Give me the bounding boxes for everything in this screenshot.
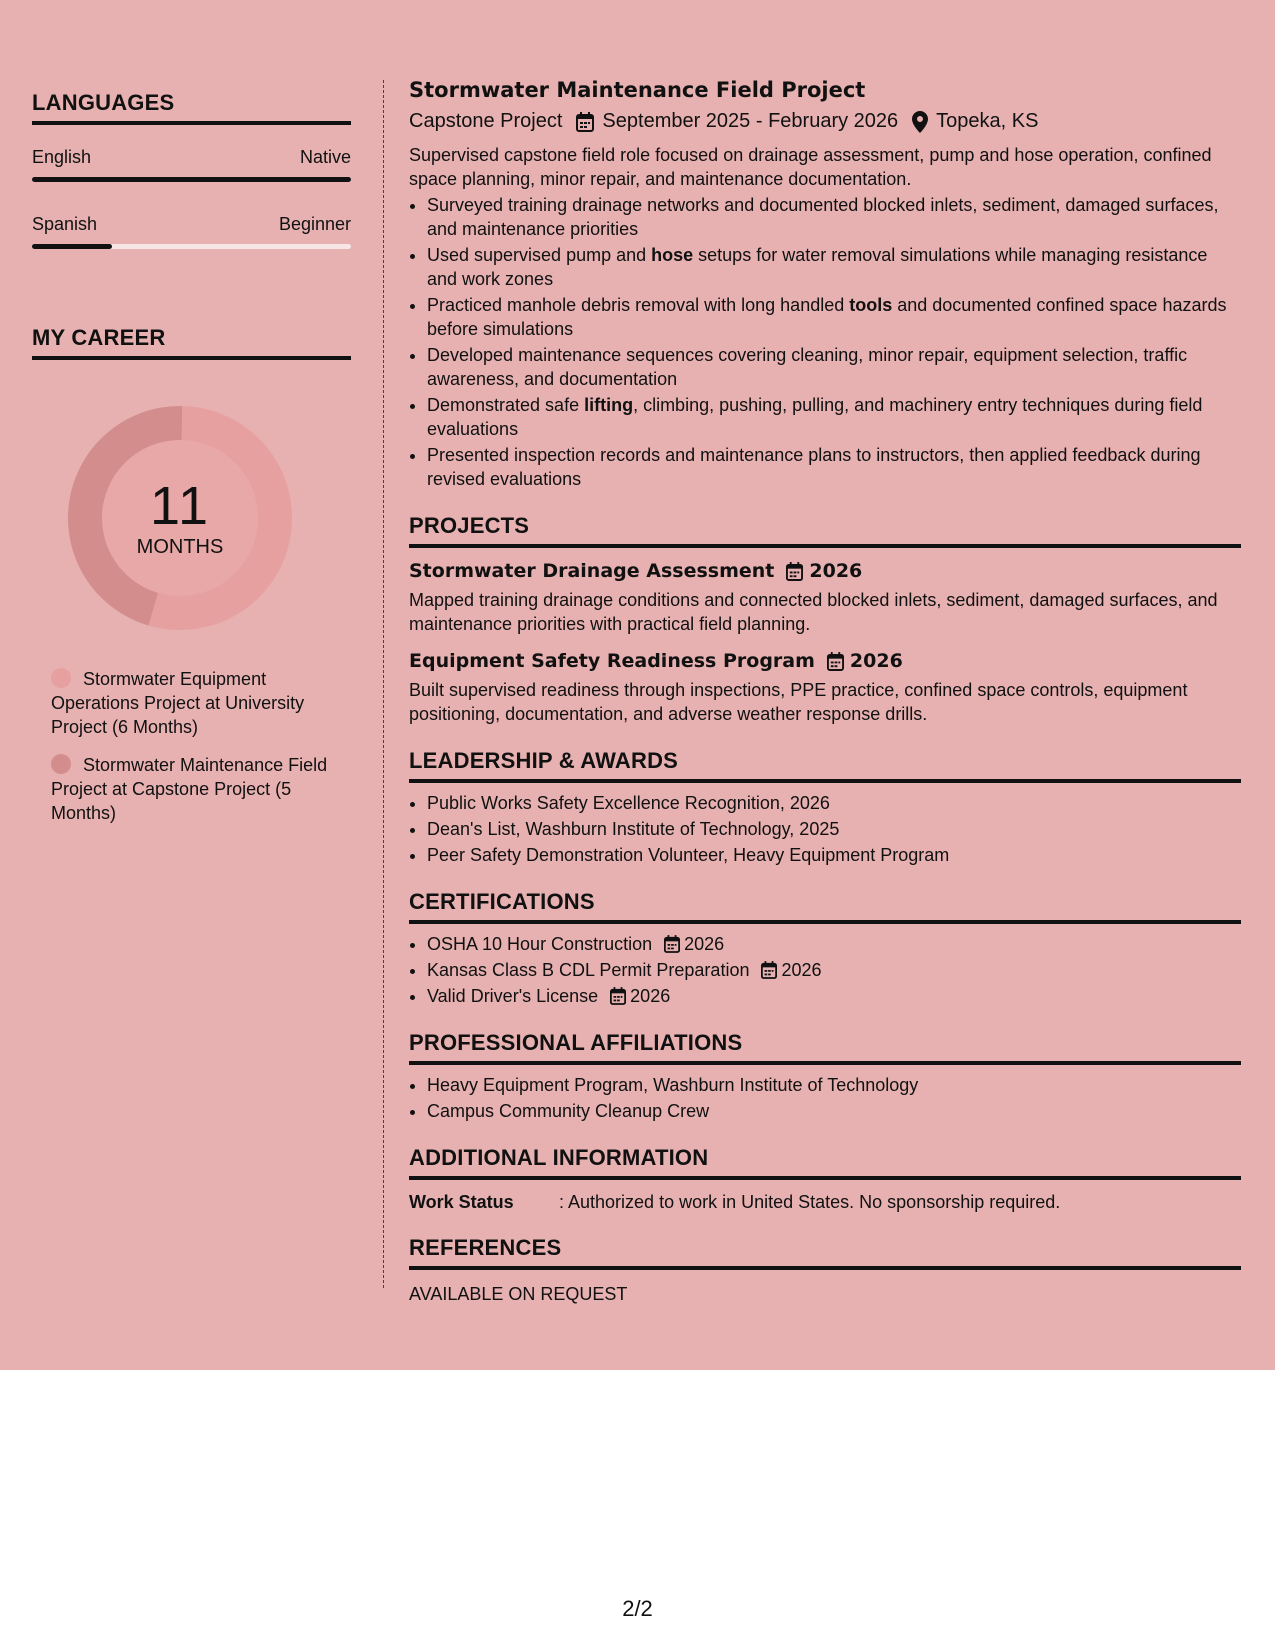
languages-heading: LANGUAGES [32, 90, 351, 125]
career-legend [51, 667, 336, 825]
language-bar [32, 244, 351, 249]
calendar-icon [827, 652, 844, 671]
project-description: Built supervised readiness through inspections, PPE practice, confined space controls, equipment positioning, documentation, and adverse weather response drills. [409, 680, 1188, 724]
award-item: • Peer Safety Demonstration Volunteer, Heavy Equipment Program [427, 843, 1241, 867]
certification-name: • Valid Driver's License [427, 986, 599, 1006]
leadership-section [409, 748, 1241, 867]
language-name: English [32, 147, 92, 167]
references-text: AVAILABLE ON REQUEST [409, 1284, 628, 1304]
job-bullet: • Demonstrated safe lifting, climbing, pushing, pulling, and machinery entry techniques during field evaluations [427, 393, 1241, 441]
job-bullet: • Surveyed training drainage networks and documented blocked inlets, sediment, damaged surfaces, and maintenance priorities [427, 193, 1241, 241]
calendar-icon [610, 987, 626, 1005]
project-header [409, 650, 1241, 672]
career-legend-item [51, 753, 336, 825]
language-level: Native [299, 147, 351, 167]
job-bullet: • Used supervised pump and hose setups for water removal simulations while managing resistance and work zones [427, 243, 1241, 291]
leadership-heading: LEADERSHIP & AWARDS [409, 748, 1241, 783]
location-pin-icon [912, 111, 928, 133]
calendar-icon [761, 961, 777, 979]
additional-key: Work Status [409, 1192, 514, 1212]
job-title: Stormwater Maintenance Field Project [409, 78, 866, 102]
certification-name: • OSHA 10 Hour Construction [427, 934, 653, 954]
column-divider [383, 80, 384, 1288]
language-bar-fill [32, 244, 112, 249]
project-year: 2026 [849, 650, 903, 672]
job-meta [409, 110, 1241, 133]
language-bar-fill [32, 177, 351, 182]
calendar-icon [786, 562, 803, 581]
language-item [32, 147, 351, 182]
certification-item [427, 958, 1241, 982]
projects-heading: PROJECTS [409, 513, 1241, 548]
references-section [409, 1235, 1241, 1305]
certification-year: 2026 [781, 960, 822, 980]
left-column [32, 90, 351, 839]
certification-name: • Kansas Class B CDL Permit Preparation [427, 960, 750, 980]
calendar-icon [664, 935, 680, 953]
additional-section [409, 1145, 1241, 1213]
legend-label: Stormwater Maintenance Field Project at Capstone Project (5 Months) [51, 755, 328, 823]
career-total-value: 11 [149, 475, 211, 536]
job-bullet: • Practiced manhole debris removal with long handled tools and documented confined space hazards before simulations [427, 293, 1241, 341]
project-year: 2026 [809, 560, 863, 582]
affiliations-heading: PROFESSIONAL AFFILIATIONS [409, 1030, 1241, 1065]
certification-item [427, 984, 1241, 1008]
projects-section [409, 513, 1241, 726]
additional-heading: ADDITIONAL INFORMATION [409, 1145, 1241, 1180]
legend-label: Stormwater Equipment Operations Project at University Project (6 Months) [51, 669, 305, 737]
language-item [32, 214, 351, 249]
job-bullet: • Developed maintenance sequences covering cleaning, minor repair, equipment selection, traffic awareness, and documentation [427, 343, 1241, 391]
career-donut-chart [65, 403, 295, 633]
certification-year: 2026 [630, 986, 671, 1006]
language-level: Beginner [278, 214, 351, 234]
job-bullet: • Presented inspection records and maintenance plans to instructors, then applied feedback during revised evaluations [427, 443, 1241, 491]
job-dates: September 2025 - February 2026 [602, 110, 899, 132]
legend-dot [51, 668, 71, 688]
language-name: Spanish [32, 214, 98, 234]
certification-year: 2026 [684, 934, 725, 954]
project-name: Equipment Safety Readiness Program [409, 650, 815, 672]
additional-value: : Authorized to work in United States. No sponsorship required. [559, 1192, 1061, 1212]
additional-row [409, 1192, 1241, 1213]
references-heading: REFERENCES [409, 1235, 1241, 1270]
right-column [409, 78, 1241, 1305]
calendar-icon [576, 112, 594, 132]
job-location: Topeka, KS [936, 110, 1039, 132]
language-bar [32, 177, 351, 182]
affiliation-item: • Heavy Equipment Program, Washburn Institute of Technology [427, 1073, 1241, 1097]
career-legend-item [51, 667, 336, 739]
project-description: Mapped training drainage conditions and connected blocked inlets, sediment, damaged surfaces, and maintenance priorities with practical field planning. [409, 590, 1218, 634]
certifications-heading: CERTIFICATIONS [409, 889, 1241, 924]
certification-item [427, 932, 1241, 956]
legend-dot [51, 754, 71, 774]
donut-center [65, 403, 295, 633]
project-name: Stormwater Drainage Assessment [409, 560, 775, 582]
job-org: Capstone Project [409, 110, 563, 132]
certifications-section [409, 889, 1241, 1008]
page-number: 2/2 [622, 1596, 653, 1621]
job-bullets [409, 193, 1241, 491]
award-item: • Dean's List, Washburn Institute of Technology, 2025 [427, 817, 1241, 841]
job-summary: Supervised capstone field role focused on drainage assessment, pump and hose operation, confined space planning, minor repair, and maintenance documentation. [409, 145, 1212, 189]
affiliation-item: • Campus Community Cleanup Crew [427, 1099, 1241, 1123]
award-item: • Public Works Safety Excellence Recognition, 2026 [427, 791, 1241, 815]
career-heading: MY CAREER [32, 325, 351, 360]
affiliations-section [409, 1030, 1241, 1123]
project-header [409, 560, 1241, 582]
career-total-unit: MONTHS [136, 535, 224, 558]
